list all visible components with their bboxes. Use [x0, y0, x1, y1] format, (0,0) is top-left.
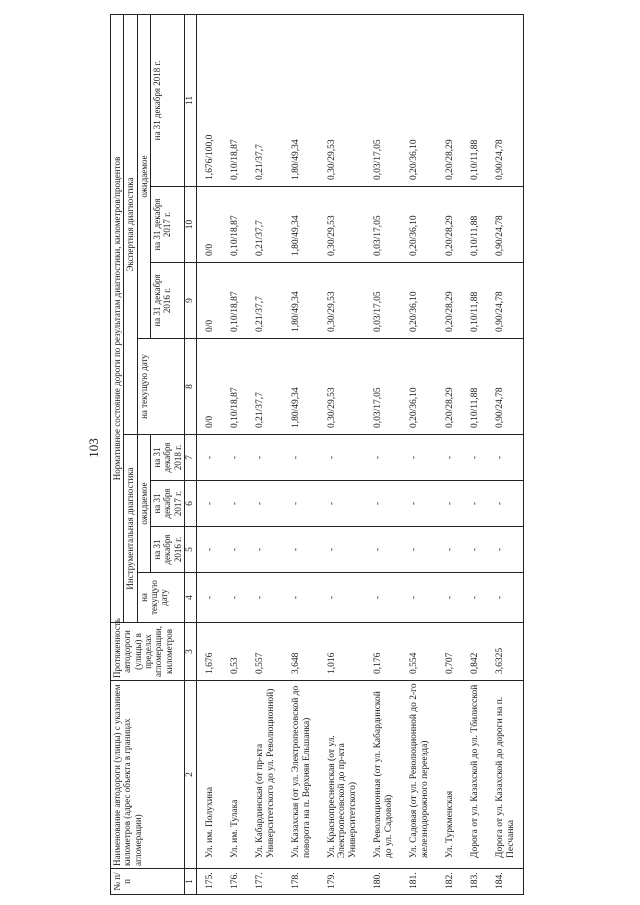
expert-current: 0,10/18,87 [222, 339, 247, 435]
instr-2016: - [196, 527, 221, 573]
table-row [401, 14, 437, 894]
header-instr-2017: на 31 декабря 2017 г. [151, 481, 185, 527]
column-number: 4 [185, 573, 197, 623]
column-number: 8 [185, 339, 197, 435]
instr-current: - [222, 573, 247, 623]
expert-2016: 0,30/29,53 [319, 263, 366, 339]
header-instr-expected: ожидаемое [137, 435, 150, 573]
row-number: 177. [247, 869, 283, 895]
road-name: Ул. Казахская (от ул. Электропесовской до поворота на п. Верхняя Ельшанка) [283, 681, 319, 869]
instr-2018: - [283, 435, 319, 481]
instr-2017: - [247, 481, 283, 527]
instr-2017: - [319, 481, 366, 527]
header-expert-2018: на 31 декабря 2018 г. [151, 14, 185, 186]
expert-2018: 1,676/100,0 [196, 14, 221, 186]
row-number: 183. [462, 869, 487, 895]
instr-2018: - [319, 435, 366, 481]
column-number: 2 [185, 681, 197, 869]
row-number: 176. [222, 869, 247, 895]
instr-2017: - [462, 481, 487, 527]
table-row [462, 14, 487, 894]
header-instr-current: на текущую дату [137, 573, 184, 623]
instr-2018: - [247, 435, 283, 481]
column-number: 10 [185, 187, 197, 263]
expert-current: 0,21/37,7 [247, 339, 283, 435]
expert-2016: 0,10/18,87 [222, 263, 247, 339]
header-expert-current: на текущую дату [137, 339, 184, 435]
rotated-table-container [110, 15, 630, 895]
table-row [247, 14, 283, 894]
expert-2017: 0,21/37,7 [247, 187, 283, 263]
row-number: 178. [283, 869, 319, 895]
instr-2017: - [487, 481, 523, 527]
road-length: 0,707 [437, 623, 462, 681]
instr-2016: - [437, 527, 462, 573]
header-length: Протяженность автодороги (улицы) в пределах агломерации, километров [111, 623, 185, 681]
header-road-name: Наименование автодороги (улицы) с указанием километров (адрес объекта в границах агломерации) [111, 681, 185, 869]
instr-2018: - [437, 435, 462, 481]
road-length: 3,648 [283, 623, 319, 681]
header-instr-2016: на 31 декабря 2016 г. [151, 527, 185, 573]
instr-2017: - [401, 481, 437, 527]
expert-2017: 0,20/36,10 [401, 187, 437, 263]
header-number: № п/п [111, 869, 185, 895]
road-name: Ул. Краснопресненская (от ул. Электропесовской до пр-кта Университетского) [319, 681, 366, 869]
instr-current: - [437, 573, 462, 623]
header-expert: Экспертная диагностика [124, 14, 137, 434]
table-row [196, 14, 221, 894]
expert-2018: 0,20/28,29 [437, 14, 462, 186]
instr-2018: - [196, 435, 221, 481]
road-length: 0,176 [365, 623, 401, 681]
instr-2017: - [222, 481, 247, 527]
instr-2018: - [222, 435, 247, 481]
expert-2017: 0,90/24,78 [487, 187, 523, 263]
diagnostics-table [110, 14, 524, 895]
page-number: 103 [86, 438, 101, 458]
expert-2018: 0,10/11,88 [462, 14, 487, 186]
table-row [319, 14, 366, 894]
expert-current: 0,03/17,05 [365, 339, 401, 435]
table-row [365, 14, 401, 894]
road-length: 0,842 [462, 623, 487, 681]
column-number: 3 [185, 623, 197, 681]
row-number: 181. [401, 869, 437, 895]
expert-2017: 0,30/29,53 [319, 187, 366, 263]
column-number-row [185, 14, 197, 894]
column-number: 6 [185, 481, 197, 527]
expert-2016: 0,03/17,05 [365, 263, 401, 339]
expert-current: 0,20/28,29 [437, 339, 462, 435]
expert-2017: 0,20/28,29 [437, 187, 462, 263]
column-number: 5 [185, 527, 197, 573]
instr-2018: - [487, 435, 523, 481]
expert-2016: 0,10/11,88 [462, 263, 487, 339]
road-name: Дорога от ул. Казахской до ул. Тбилисской [462, 681, 487, 869]
expert-2017: 0,03/17,05 [365, 187, 401, 263]
column-number: 7 [185, 435, 197, 481]
expert-2018: 0,20/36,10 [401, 14, 437, 186]
table-body [196, 14, 523, 894]
expert-2017: 0,10/11,88 [462, 187, 487, 263]
road-name: Ул. им. Полухина [196, 681, 221, 869]
row-number: 182. [437, 869, 462, 895]
column-number: 1 [185, 869, 197, 895]
table-row [487, 14, 523, 894]
instr-2017: - [196, 481, 221, 527]
road-name: Ул. им. Тулака [222, 681, 247, 869]
expert-2016: 0,21/37,7 [247, 263, 283, 339]
instr-2017: - [365, 481, 401, 527]
instr-2016: - [283, 527, 319, 573]
row-number: 184. [487, 869, 523, 895]
expert-2018: 0,21/37,7 [247, 14, 283, 186]
row-number: 180. [365, 869, 401, 895]
column-number: 9 [185, 263, 197, 339]
instr-current: - [462, 573, 487, 623]
expert-2018: 0,90/24,78 [487, 14, 523, 186]
road-name: Ул. Кабардинская (от пр-кта Университетского до ул. Революционной) [247, 681, 283, 869]
instr-2018: - [401, 435, 437, 481]
expert-2016: 0,90/24,78 [487, 263, 523, 339]
expert-current: 0,10/11,88 [462, 339, 487, 435]
table-header [111, 14, 197, 894]
road-name: Дорога от ул. Казахской до дороги на п. Песчанка [487, 681, 523, 869]
expert-2018: 0,30/29,53 [319, 14, 366, 186]
road-name: Ул. Революционная (от ул. Кабардинской до ул. Садовой) [365, 681, 401, 869]
expert-2017: 0/0 [196, 187, 221, 263]
instr-2016: - [222, 527, 247, 573]
road-length: 1,016 [319, 623, 366, 681]
expert-2017: 1,80/49,34 [283, 187, 319, 263]
expert-current: 0/0 [196, 339, 221, 435]
header-instrumental: Инструментальная диагностика [124, 435, 137, 623]
expert-2018: 0,10/18,87 [222, 14, 247, 186]
column-number: 11 [185, 14, 197, 186]
instr-current: - [283, 573, 319, 623]
expert-2017: 0,10/18,87 [222, 187, 247, 263]
instr-2018: - [462, 435, 487, 481]
expert-2016: 0,20/36,10 [401, 263, 437, 339]
row-number: 179. [319, 869, 366, 895]
road-name: Ул. Садовая (от ул. Революционной до 2-го железнодорожного переезда) [401, 681, 437, 869]
header-expert-2016: на 31 декабря 2016 г. [151, 263, 185, 339]
road-length: 1,676 [196, 623, 221, 681]
road-length: 0,554 [401, 623, 437, 681]
instr-current: - [487, 573, 523, 623]
header-expert-expected: ожидаемое [137, 14, 150, 338]
instr-2017: - [437, 481, 462, 527]
road-length: 3,6325 [487, 623, 523, 681]
expert-2018: 1,80/49,34 [283, 14, 319, 186]
road-length: 0,53 [222, 623, 247, 681]
expert-2016: 1,80/49,34 [283, 263, 319, 339]
expert-current: 0,30/29,53 [319, 339, 366, 435]
expert-2016: 0,20/28,29 [437, 263, 462, 339]
header-instr-2018: на 31 декабря 2018 г. [151, 435, 185, 481]
instr-2016: - [247, 527, 283, 573]
header-expert-2017: на 31 декабря 2017 г. [151, 187, 185, 263]
instr-2016: - [487, 527, 523, 573]
instr-current: - [319, 573, 366, 623]
instr-current: - [196, 573, 221, 623]
header-normative-state: Нормативное состояние дороги по результатам диагностики, километров/процентов [111, 14, 124, 622]
expert-2018: 0,03/17,05 [365, 14, 401, 186]
expert-current: 0,90/24,78 [487, 339, 523, 435]
road-name: Ул. Туркменская [437, 681, 462, 869]
instr-2016: - [319, 527, 366, 573]
table-row [222, 14, 247, 894]
expert-current: 1,80/49,34 [283, 339, 319, 435]
table-row [283, 14, 319, 894]
instr-2016: - [401, 527, 437, 573]
instr-2017: - [283, 481, 319, 527]
table-row [437, 14, 462, 894]
instr-current: - [401, 573, 437, 623]
instr-2016: - [365, 527, 401, 573]
instr-current: - [247, 573, 283, 623]
instr-current: - [365, 573, 401, 623]
row-number: 175. [196, 869, 221, 895]
expert-2016: 0/0 [196, 263, 221, 339]
instr-2016: - [462, 527, 487, 573]
expert-current: 0,20/36,10 [401, 339, 437, 435]
instr-2018: - [365, 435, 401, 481]
road-length: 0,557 [247, 623, 283, 681]
